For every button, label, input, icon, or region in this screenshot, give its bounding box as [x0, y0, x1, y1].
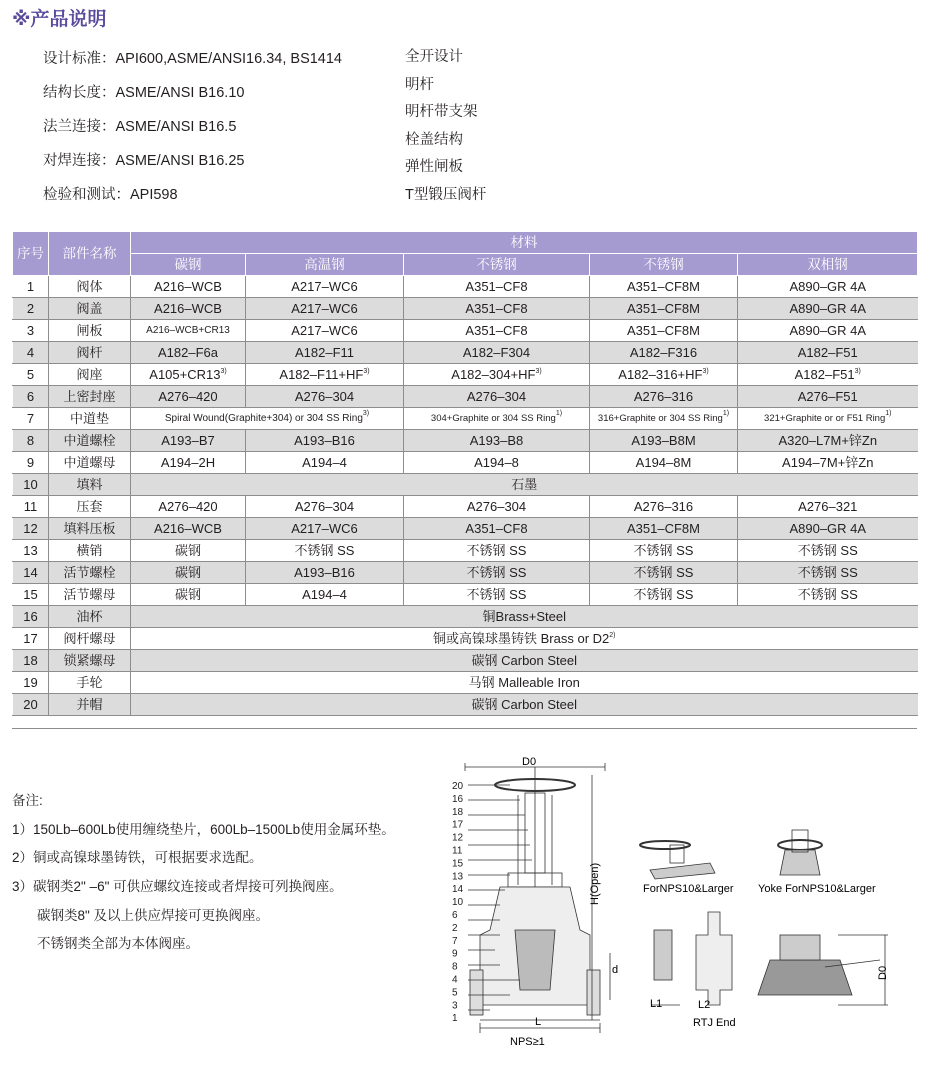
material-cell [404, 540, 590, 562]
cell-text: A182–F11 [294, 345, 355, 360]
label-l: L [535, 1016, 542, 1028]
cell-text: A194–2H [160, 455, 216, 470]
cell-text: A276–316 [633, 499, 694, 514]
material-cell [404, 386, 590, 408]
cell-text: 铜或高镍球墨铸铁 Brass or D2 [433, 631, 610, 646]
material-cell [131, 496, 246, 518]
cell-text: 碳钢 [174, 587, 201, 602]
material-cell-merged [131, 628, 918, 650]
header-part-name: 部件名称 [49, 232, 131, 276]
cell-text: 碳钢 [174, 565, 201, 580]
header-no: 序号 [13, 232, 49, 276]
material-cell [590, 496, 738, 518]
header-material-4: 不锈钢 [590, 254, 738, 276]
label-d0-side: D0 [877, 965, 889, 980]
table-row [13, 364, 918, 386]
cell-text: A351–CF8 [465, 323, 528, 338]
table-row [13, 430, 918, 452]
part-number-label: 2 [452, 922, 458, 934]
cell-text: 马钢 Malleable Iron [468, 675, 580, 690]
material-cell [738, 342, 918, 364]
part-number-label: 7 [452, 935, 458, 947]
material-cell [738, 430, 918, 452]
caption-yoke-for-nps10: Yoke ForNPS10&Larger [758, 883, 876, 895]
row-number: 4 [13, 342, 49, 364]
row-number: 14 [13, 562, 49, 584]
cell-text: A182–F11+HF [279, 367, 364, 382]
cell-text: A276–420 [158, 499, 218, 514]
part-name: 中道螺母 [49, 452, 131, 474]
cell-text: A182–316+HF [618, 367, 703, 382]
row-number: 10 [13, 474, 49, 496]
row-number: 7 [13, 408, 49, 430]
material-cell [404, 562, 590, 584]
material-cell [404, 584, 590, 606]
cell-text: 石墨 [511, 477, 538, 492]
material-cell [738, 496, 918, 518]
row-number: 8 [13, 430, 49, 452]
material-cell [246, 364, 404, 386]
material-cell-merged [131, 672, 918, 694]
cell-text: A216–WCB [154, 301, 222, 316]
note-3-line-2: 碳钢类8" 及以上供应焊接可更换阀座。 [37, 907, 270, 923]
note-3-line-3: 不锈钢类全部为本体阀座。 [37, 936, 199, 952]
part-name: 阀盖 [49, 298, 131, 320]
row-number: 2 [13, 298, 49, 320]
part-number-label: 12 [452, 832, 464, 844]
row-number: 20 [13, 694, 49, 716]
part-name: 手轮 [49, 672, 131, 694]
part-name: 阀体 [49, 276, 131, 298]
part-name: 阀杆螺母 [49, 628, 131, 650]
cell-text: A216–WCB [154, 521, 222, 536]
part-name: 上密封座 [49, 386, 131, 408]
material-cell [590, 364, 738, 386]
footnote-ref: 1) [885, 410, 892, 417]
table-row [13, 496, 918, 518]
material-cell [404, 298, 590, 320]
cell-text: A193–B16 [294, 565, 355, 580]
cell-text: A351–CF8M [627, 301, 700, 316]
label-nps: NPS≥1 [510, 1036, 545, 1048]
material-cell [590, 408, 738, 430]
table-row [13, 628, 918, 650]
cell-text: A105+CR13 [149, 367, 221, 382]
page-title: ※产品说明 [12, 9, 107, 30]
material-cell [738, 518, 918, 540]
cell-text: 不锈钢 SS [633, 543, 694, 558]
material-cell [738, 584, 918, 606]
spec-feature-2: 明杆 [405, 76, 434, 93]
label-d0-top: D0 [522, 756, 537, 768]
material-cell [131, 562, 246, 584]
row-number: 16 [13, 606, 49, 628]
spec-standard-3: 法兰连接：ASME/ANSI B16.5 [43, 119, 237, 135]
spec-feature-6: T型锻压阀杆 [405, 186, 487, 203]
material-cell [246, 584, 404, 606]
material-cell [404, 276, 590, 298]
material-cell [738, 364, 918, 386]
part-name: 油杯 [49, 606, 131, 628]
spec-list-standards [43, 46, 403, 216]
material-cell [590, 320, 738, 342]
cell-text: A890–GR 4A [789, 323, 867, 338]
material-cell [404, 452, 590, 474]
part-name: 中道螺栓 [49, 430, 131, 452]
table-row [13, 386, 918, 408]
spec-feature-1: 全开设计 [405, 49, 463, 65]
material-cell [738, 408, 918, 430]
material-cell [131, 452, 246, 474]
material-cell [738, 452, 918, 474]
material-cell [738, 298, 918, 320]
table-row [13, 540, 918, 562]
table-row [13, 672, 918, 694]
row-number: 5 [13, 364, 49, 386]
part-name: 锁紧螺母 [49, 650, 131, 672]
label-l1: L1 [650, 998, 663, 1010]
cell-text: 不锈钢 SS [633, 587, 694, 602]
material-cell [246, 562, 404, 584]
cell-text: 321+Graphite or or F51 Ring [764, 413, 886, 424]
cell-text: A193–B16 [294, 433, 355, 448]
material-cell [738, 540, 918, 562]
cell-text: A276–F51 [797, 389, 858, 404]
header-material-2: 高温钢 [246, 254, 404, 276]
table-bottom-rule [12, 728, 917, 729]
row-number: 19 [13, 672, 49, 694]
part-number-label: 3 [452, 1000, 458, 1012]
footnote-ref: 1) [555, 410, 563, 417]
cell-text: A182–F6a [158, 345, 218, 360]
spec-standard-2: 结构长度：ASME/ANSI B16.10 [43, 85, 245, 101]
material-cell [131, 276, 246, 298]
cell-text: A182–304+HF [451, 367, 536, 382]
cell-text: A182–F51 [797, 345, 858, 360]
table-row [13, 584, 918, 606]
cell-text: A320–L7M+锌Zn [778, 433, 878, 448]
cell-text: A193–B8 [469, 433, 524, 448]
table-row [13, 320, 918, 342]
cell-text: A351–CF8 [465, 521, 528, 536]
cell-text: A217–WC6 [291, 279, 358, 294]
cell-text: A276–316 [633, 389, 694, 404]
part-name: 填料 [49, 474, 131, 496]
row-number: 1 [13, 276, 49, 298]
part-number-label: 8 [452, 961, 458, 973]
part-number-label: 14 [452, 884, 464, 896]
material-cell [590, 298, 738, 320]
spec-standard-1: 设计标准：API600,ASME/ANSI16.34, BS1414 [43, 51, 342, 67]
spec-standard-5: 检验和测试：API598 [43, 187, 178, 203]
table-row [13, 298, 918, 320]
table-row [13, 650, 918, 672]
notes-heading: 备注: [12, 793, 43, 808]
header-material-5: 双相钢 [738, 254, 918, 276]
cell-text: A217–WC6 [291, 521, 358, 536]
part-name: 阀座 [49, 364, 131, 386]
material-cell [404, 430, 590, 452]
material-cell [131, 298, 246, 320]
spec-feature-3: 明杆带支架 [405, 104, 478, 120]
caption-for-nps10: ForNPS10&Larger [643, 883, 734, 895]
material-cell [246, 298, 404, 320]
row-number: 12 [13, 518, 49, 540]
cell-text: 不锈钢 SS [466, 565, 527, 580]
material-cell [246, 496, 404, 518]
cell-text: Spiral Wound(Graphite+304) or 304 SS Ring [164, 413, 363, 424]
material-cell [404, 320, 590, 342]
cell-text: A182–F51 [794, 367, 855, 382]
table-row [13, 518, 918, 540]
cell-text: A194–8 [474, 455, 519, 470]
part-name: 横销 [49, 540, 131, 562]
material-cell [246, 452, 404, 474]
footnote-ref: 3) [362, 410, 370, 417]
material-cell [404, 518, 590, 540]
material-cell [738, 276, 918, 298]
material-cell [131, 386, 246, 408]
cell-text: A194–4 [302, 455, 347, 470]
row-number: 18 [13, 650, 49, 672]
cell-text: 碳钢 [174, 543, 201, 558]
material-cell [404, 342, 590, 364]
cell-text: A194–4 [302, 587, 347, 602]
cell-text: 碳钢 Carbon Steel [471, 653, 578, 668]
cell-text: A276–304 [466, 389, 527, 404]
footnote-ref: 3) [220, 368, 227, 375]
part-name: 闸板 [49, 320, 131, 342]
part-name: 阀杆 [49, 342, 131, 364]
table-row [13, 452, 918, 474]
cell-text: 铜Brass+Steel [482, 609, 566, 624]
material-cell [590, 276, 738, 298]
material-cell [246, 430, 404, 452]
footnote-ref: 3) [854, 368, 861, 375]
table-row [13, 276, 918, 298]
notes [12, 790, 395, 962]
row-number: 3 [13, 320, 49, 342]
material-cell [590, 562, 738, 584]
part-number-label: 4 [452, 974, 458, 986]
part-name: 填料压板 [49, 518, 131, 540]
footnote-ref: 2) [609, 632, 616, 639]
material-cell-merged [131, 694, 918, 716]
material-cell [404, 364, 590, 386]
cell-text: A351–CF8M [627, 279, 700, 294]
cell-text: A351–CF8M [627, 521, 700, 536]
row-number: 9 [13, 452, 49, 474]
header-material-3: 不锈钢 [404, 254, 590, 276]
material-cell [590, 518, 738, 540]
material-cell [590, 430, 738, 452]
material-cell [590, 342, 738, 364]
cell-text: A276–304 [294, 389, 355, 404]
material-cell [404, 496, 590, 518]
label-rtj-end: RTJ End [693, 1017, 736, 1029]
cell-text: A217–WC6 [291, 301, 358, 316]
note-1: 1）150Lb–600Lb使用缠绕垫片，600Lb–1500Lb使用金属环垫。 [12, 821, 395, 837]
material-cell [738, 386, 918, 408]
material-cell [246, 320, 404, 342]
part-number-label: 17 [452, 819, 464, 831]
cell-text: A890–GR 4A [789, 279, 867, 294]
part-number-label: 6 [452, 910, 458, 921]
spec-standard-4: 对焊连接：ASME/ANSI B16.25 [43, 153, 245, 169]
cell-text: A351–CF8M [627, 323, 700, 338]
cell-text: A276–321 [798, 499, 858, 514]
material-cell [590, 540, 738, 562]
cell-text: A351–CF8 [465, 279, 528, 294]
material-cell [131, 342, 246, 364]
material-cell-merged [131, 408, 404, 430]
note-2: 2）铜或高镍球墨铸铁，可根据要求选配。 [12, 850, 263, 866]
table-row [13, 694, 918, 716]
cell-text: A890–GR 4A [789, 301, 867, 316]
part-number-label: 1 [452, 1013, 458, 1025]
cell-text: A216–WCB+CR13 [146, 325, 230, 336]
spec-feature-4: 栓盖结构 [405, 131, 463, 148]
material-cell [246, 342, 404, 364]
part-name: 压套 [49, 496, 131, 518]
material-cell [131, 364, 246, 386]
row-number: 15 [13, 584, 49, 606]
material-cell [131, 320, 246, 342]
spec-list-features [405, 45, 486, 210]
header-material: 材料 [131, 232, 918, 254]
cell-text: A890–GR 4A [789, 521, 867, 536]
materials-table [12, 231, 918, 716]
cell-text: A182–F304 [462, 345, 531, 360]
label-l2: L2 [698, 999, 711, 1011]
material-cell-merged [131, 474, 918, 496]
cell-text: A193–B8M [631, 433, 696, 448]
material-cell [131, 518, 246, 540]
cell-text: A194–7M+锌Zn [782, 455, 874, 470]
part-number-label: 5 [452, 987, 458, 999]
material-cell [590, 452, 738, 474]
material-cell [738, 562, 918, 584]
cell-text: A217–WC6 [291, 323, 358, 338]
row-number: 11 [13, 496, 49, 518]
material-cell [738, 320, 918, 342]
cell-text: 碳钢 Carbon Steel [471, 697, 578, 712]
material-cell [131, 430, 246, 452]
footnote-ref: 3) [535, 368, 542, 375]
material-cell-merged [131, 650, 918, 672]
part-name: 中道垫 [49, 408, 131, 430]
cell-text: A351–CF8 [465, 301, 528, 316]
part-name: 并帽 [49, 694, 131, 716]
material-cell [246, 540, 404, 562]
part-number-label: 11 [452, 845, 463, 857]
cell-text: A182–F316 [629, 345, 698, 360]
material-cell [590, 584, 738, 606]
label-h-open: H(Open) [589, 862, 601, 905]
material-cell [131, 540, 246, 562]
cell-text: 不锈钢 SS [797, 543, 858, 558]
part-number-label: 15 [452, 858, 464, 870]
footnote-ref: 3) [363, 368, 370, 375]
material-cell [246, 518, 404, 540]
cell-text: A276–420 [158, 389, 218, 404]
part-number-label: 10 [452, 897, 464, 909]
part-number-label: 13 [452, 871, 464, 883]
footnote-ref: 3) [702, 368, 709, 375]
row-number: 13 [13, 540, 49, 562]
material-cell [590, 386, 738, 408]
cell-text: A276–304 [294, 499, 355, 514]
material-cell [246, 386, 404, 408]
cell-text: 不锈钢 SS [633, 565, 694, 580]
part-number-label: 16 [452, 793, 464, 805]
spec-feature-5: 弹性闸板 [405, 159, 463, 175]
cell-text: 316+Graphite or 304 SS Ring [597, 413, 723, 424]
cell-text: A276–304 [466, 499, 527, 514]
part-number-label: 18 [452, 806, 464, 818]
part-name: 活节螺栓 [49, 562, 131, 584]
cell-text: A193–B7 [161, 433, 215, 448]
part-name: 活节螺母 [49, 584, 131, 606]
table-row [13, 562, 918, 584]
cell-text: A194–8M [635, 455, 692, 470]
note-3: 3）碳钢类2" –6" 可供应螺纹连接或者焊接可列换阀座。 [12, 879, 343, 895]
part-number-label: 9 [452, 948, 458, 960]
header-material-1: 碳钢 [131, 254, 246, 276]
valve-drawing [440, 755, 910, 1055]
cell-text: 不锈钢 SS [294, 543, 355, 558]
table-row [13, 474, 918, 496]
material-cell [246, 276, 404, 298]
cell-text: 不锈钢 SS [466, 587, 527, 602]
footnote-ref: 1) [722, 410, 730, 417]
material-cell [131, 584, 246, 606]
label-d: d [612, 964, 619, 976]
table-row [13, 408, 918, 430]
cell-text: 不锈钢 SS [466, 543, 527, 558]
material-cell [404, 408, 590, 430]
cell-text: 不锈钢 SS [797, 565, 858, 580]
table-row [13, 606, 918, 628]
row-number: 17 [13, 628, 49, 650]
material-cell-merged [131, 606, 918, 628]
cell-text: 不锈钢 SS [797, 587, 858, 602]
cell-text: A216–WCB [154, 279, 222, 294]
part-number-label: 20 [452, 781, 464, 792]
row-number: 6 [13, 386, 49, 408]
table-row [13, 342, 918, 364]
cell-text: 304+Graphite or 304 SS Ring [430, 413, 556, 424]
